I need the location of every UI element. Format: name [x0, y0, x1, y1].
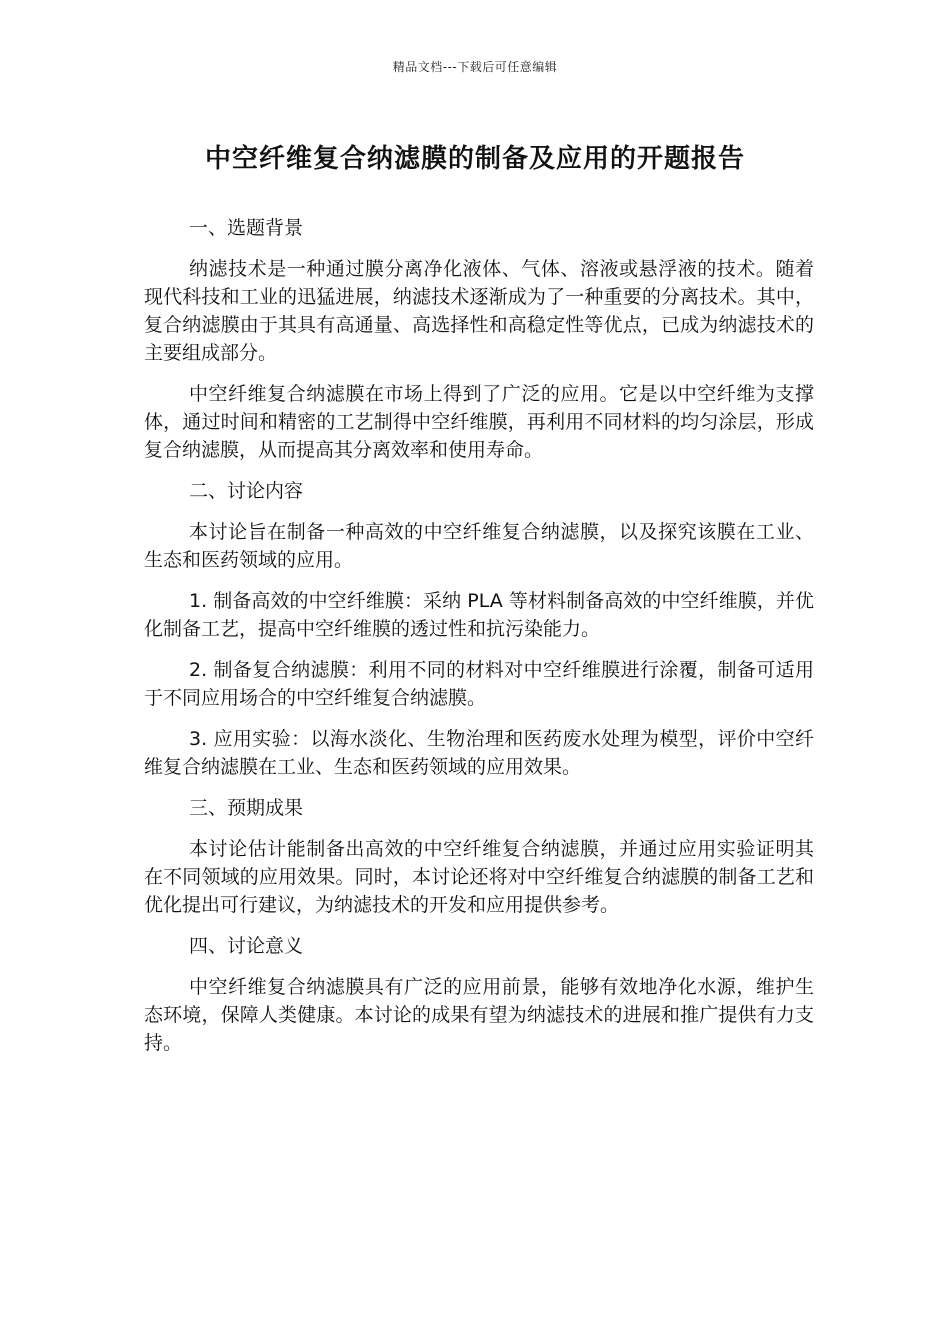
section-heading-results: 三、预期成果 — [189, 797, 304, 819]
list-item-content-1: 1. 制备高效的中空纤维膜：采纳 PLA 等材料制备高效的中空纤维膜，并优化制备工艺，提高中空纤维膜的透过性和抗污染能力。 — [144, 590, 814, 640]
section-heading-background: 一、选题背景 — [189, 217, 304, 239]
section-heading-content: 二、讨论内容 — [189, 480, 304, 502]
paragraph-content-intro: 本讨论旨在制备一种高效的中空纤维复合纳滤膜，以及探究该膜在工业、生态和医药领域的应用。 — [144, 521, 814, 571]
paragraph-results: 本讨论估计能制备出高效的中空纤维复合纳滤膜，并通过应用实验证明其在不同领域的应用效果。同时，本讨论还将对中空纤维复合纳滤膜的制备工艺和优化提出可行建议，为纳滤技术的开发和应用提供参考。 — [144, 838, 814, 916]
section-heading-significance: 四、讨论意义 — [189, 935, 304, 957]
document-title: 中空纤维复合纳滤膜的制备及应用的开题报告 — [204, 144, 745, 174]
paragraph-background-2: 中空纤维复合纳滤膜在市场上得到了广泛的应用。它是以中空纤维为支撑体，通过时间和精密的工艺制得中空纤维膜，再利用不同材料的均匀涂层，形成复合纳滤膜，从而提高其分离效率和使用寿命。 — [144, 383, 814, 461]
paragraph-significance: 中空纤维复合纳滤膜具有广泛的应用前景，能够有效地净化水源，维护生态环境，保障人类健康。本讨论的成果有望为纳滤技术的进展和推广提供有力支持。 — [144, 976, 814, 1054]
list-item-content-3: 3. 应用实验：以海水淡化、生物治理和医药废水处理为模型，评价中空纤维复合纳滤膜在工业、生态和医药领域的应用效果。 — [144, 728, 814, 778]
header-note: 精品文档---下载后可任意编辑 — [392, 60, 558, 74]
document-body — [144, 214, 814, 1070]
list-item-content-2: 2. 制备复合纳滤膜：利用不同的材料对中空纤维膜进行涂覆，制备可适用于不同应用场合的中空纤维复合纳滤膜。 — [144, 659, 814, 709]
paragraph-background-1: 纳滤技术是一种通过膜分离净化液体、气体、溶液或悬浮液的技术。随着现代科技和工业的迅猛进展，纳滤技术逐渐成为了一种重要的分离技术。其中，复合纳滤膜由于其具有高通量、高选择性和高稳定性等优点，已成为纳滤技术的主要组成部分。 — [144, 258, 814, 364]
